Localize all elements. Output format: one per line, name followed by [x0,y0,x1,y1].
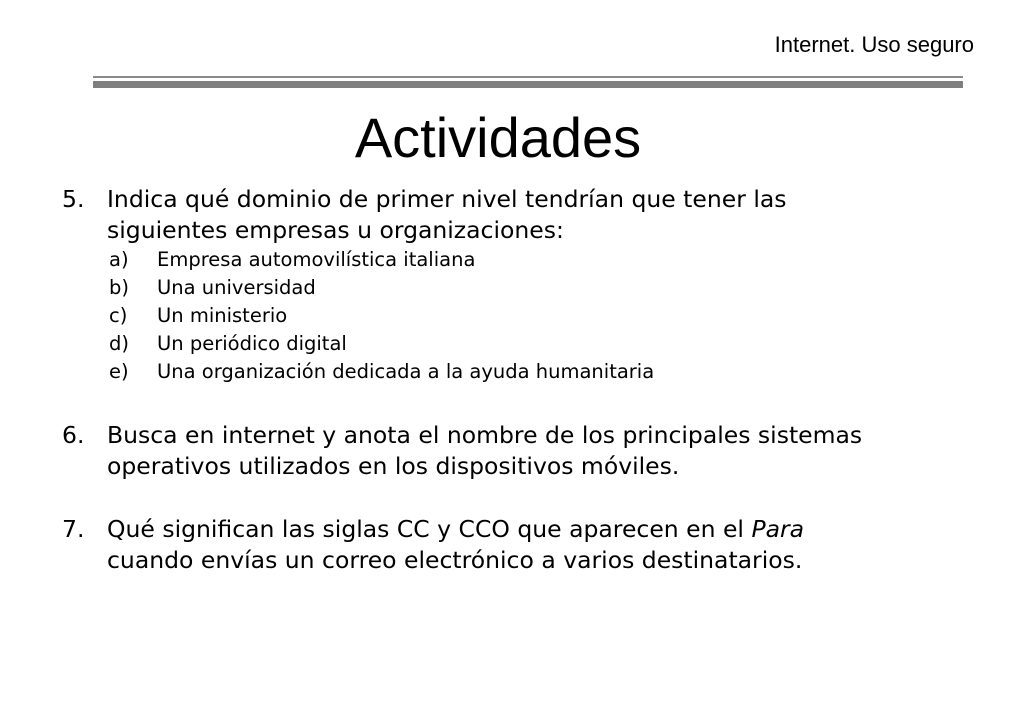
para-field-name: Para [751,515,805,543]
list-item [109,330,347,358]
question-number: 5. [62,185,85,213]
list-item-letter: e) [109,360,129,383]
question-text-line-1 [107,514,804,545]
question-text-line-1: Indica qué dominio de primer nivel tendrían que tener las [107,185,787,213]
list-item-letter: b) [109,276,129,299]
question-number: 6. [62,421,85,449]
question-number: 7. [62,515,85,543]
header-rule-thick [93,81,963,88]
list-item-text: Una organización dedicada a la ayuda humanitaria [157,360,655,383]
list-item [109,302,287,330]
list-item-text: Empresa automovilística italiana [157,248,476,271]
question-text-pre: Qué significan las siglas CC y CCO que aparecen en el [107,515,752,543]
list-item [109,358,654,386]
list-item-letter: d) [109,332,129,355]
list-item [109,246,475,274]
list-item [109,274,316,302]
question-text-line-2: cuando envías un correo electrónico a varios destinatarios. [107,546,803,574]
question-text-line-2: siguientes empresas u organizaciones: [107,216,564,244]
list-item-text: Un ministerio [157,304,288,327]
header-rule-thin [93,76,963,78]
list-item-letter: a) [109,248,129,271]
question-text-line-1: Busca en internet y anota el nombre de los principales sistemas [107,421,863,449]
question-text-line-2: operativos utilizados en los dispositivos móviles. [107,452,680,480]
list-item-letter: c) [109,304,128,327]
list-item-text: Un periódico digital [157,332,347,355]
slide-title: Actividades [354,106,642,169]
list-item-text: Una universidad [157,276,316,299]
header-title: Internet. Uso seguro [774,32,974,57]
